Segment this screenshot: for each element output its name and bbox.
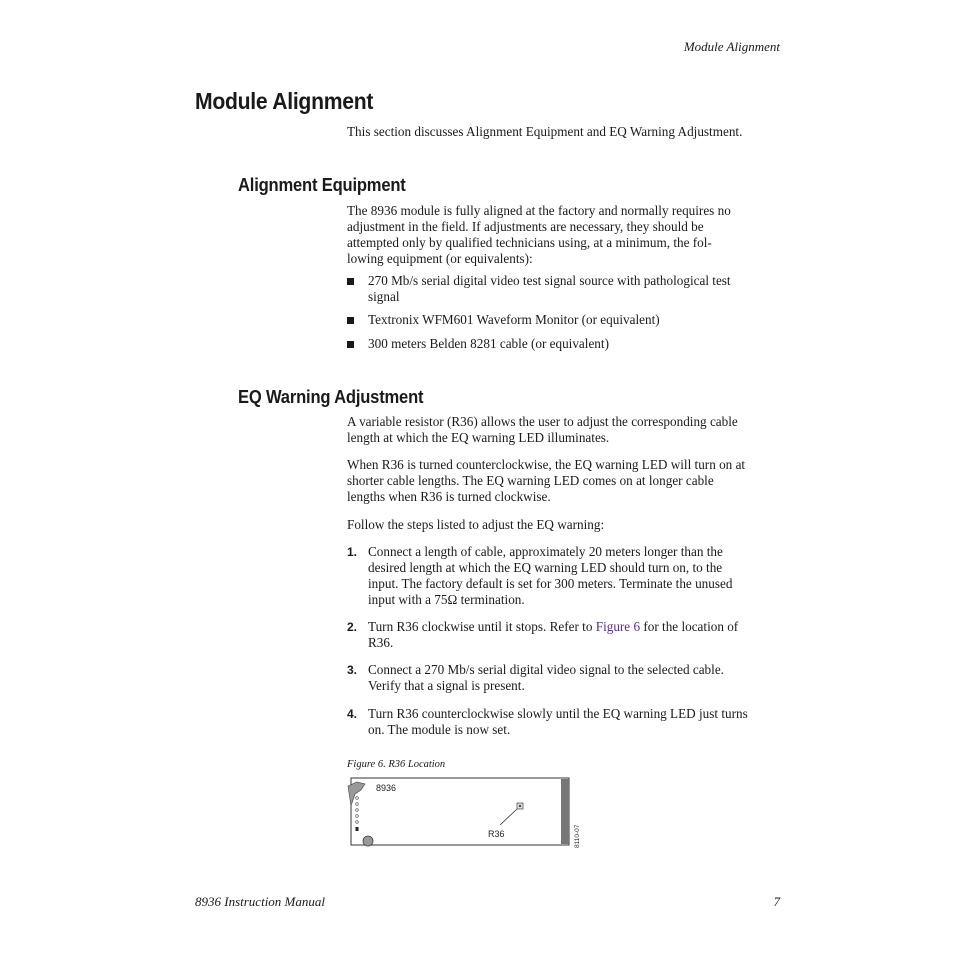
module-label: 8936 (376, 783, 397, 793)
step-item (347, 544, 783, 608)
figure-6-link[interactable]: Figure 6 (595, 619, 641, 634)
paragraph-line: attempted only by qualified technicians using, at a minimum, the fol- (347, 235, 712, 250)
eq-warning-heading: EQ Warning Adjustment (238, 387, 424, 407)
step-line (368, 619, 783, 635)
paragraph-line: shorter cable lengths. The EQ warning LED comes on at longer cable (347, 473, 714, 488)
step-text: for the location of (640, 619, 739, 634)
footer-manual-title: 8936 Instruction Manual (195, 894, 325, 909)
eq-warning-paragraph-2 (347, 457, 783, 505)
r36-resistor-center (519, 805, 521, 807)
step-text: Turn R36 clockwise until it stops. Refer to (368, 619, 596, 634)
paragraph-line: lowing equipment (or equivalents): (347, 251, 533, 266)
step-line: input. The factory default is set for 300 meters. Terminate the unused (368, 576, 733, 591)
bullet-line: 270 Mb/s serial digital video test signal source with pathological test (368, 273, 731, 288)
bullet-square-icon (347, 278, 354, 285)
step-line: desired length at which the EQ warning LED should turn on, to the (368, 560, 723, 575)
step-line: Connect a length of cable, approximately 20 meters longer than the (368, 544, 723, 559)
bullet-item (347, 312, 783, 328)
step-line: Verify that a signal is present. (368, 678, 525, 693)
step-line: R36. (368, 635, 394, 650)
step-item (347, 706, 783, 738)
bullet-line: 300 meters Belden 8281 cable (or equivalent) (368, 336, 609, 351)
figure-caption: Figure 6. R36 Location (347, 759, 446, 770)
module-diagram (345, 776, 585, 850)
r36-label: R36 (488, 829, 505, 839)
bullet-item (347, 336, 783, 352)
step-line: input with a 75Ω termination. (368, 592, 525, 607)
paragraph-line: lengths when R36 is turned clockwise. (347, 489, 551, 504)
footer-page-number: 7 (773, 894, 780, 909)
paragraph-line: The 8936 module is fully aligned at the factory and normally requires no (347, 203, 731, 218)
step-number: 3. (347, 663, 358, 677)
alignment-equipment-heading: Alignment Equipment (238, 175, 406, 195)
step-line: Turn R36 counterclockwise slowly until the EQ warning LED just turns (368, 706, 748, 721)
paragraph-line: length at which the EQ warning LED illuminates. (347, 430, 610, 445)
paragraph-line: When R36 is turned counterclockwise, the EQ warning LED will turn on at (347, 457, 746, 472)
bullet-square-icon (347, 317, 354, 324)
paragraph-line: A variable resistor (R36) allows the user to adjust the corresponding cable (347, 414, 738, 429)
section-intro: This section discusses Alignment Equipment and EQ Warning Adjustment. (347, 124, 743, 139)
page-title: Module Alignment (195, 88, 374, 114)
eq-warning-paragraph-1 (347, 414, 783, 446)
bullet-item (347, 273, 783, 305)
alignment-equipment-paragraph (347, 203, 783, 267)
bullet-square-icon (347, 341, 354, 348)
eq-warning-paragraph-3: Follow the steps listed to adjust the EQ warning: (347, 517, 605, 532)
module-edge-connector (561, 779, 569, 844)
bnc-connector-icon (363, 836, 373, 846)
paragraph-line: adjustment in the field. If adjustments are necessary, they should be (347, 219, 704, 234)
step-line: Connect a 270 Mb/s serial digital video signal to the selected cable. (368, 662, 724, 677)
step-item (347, 662, 783, 694)
step-item (347, 619, 783, 651)
led-icon (356, 827, 359, 831)
step-line: on. The module is now set. (368, 722, 511, 737)
running-header: Module Alignment (683, 39, 780, 54)
step-number: 4. (347, 707, 358, 721)
drawing-id: 8110-07 (574, 824, 581, 848)
step-number: 2. (347, 620, 358, 634)
step-number: 1. (347, 545, 358, 559)
bullet-line: Textronix WFM601 Waveform Monitor (or equivalent) (368, 312, 660, 327)
bullet-line: signal (368, 289, 400, 304)
